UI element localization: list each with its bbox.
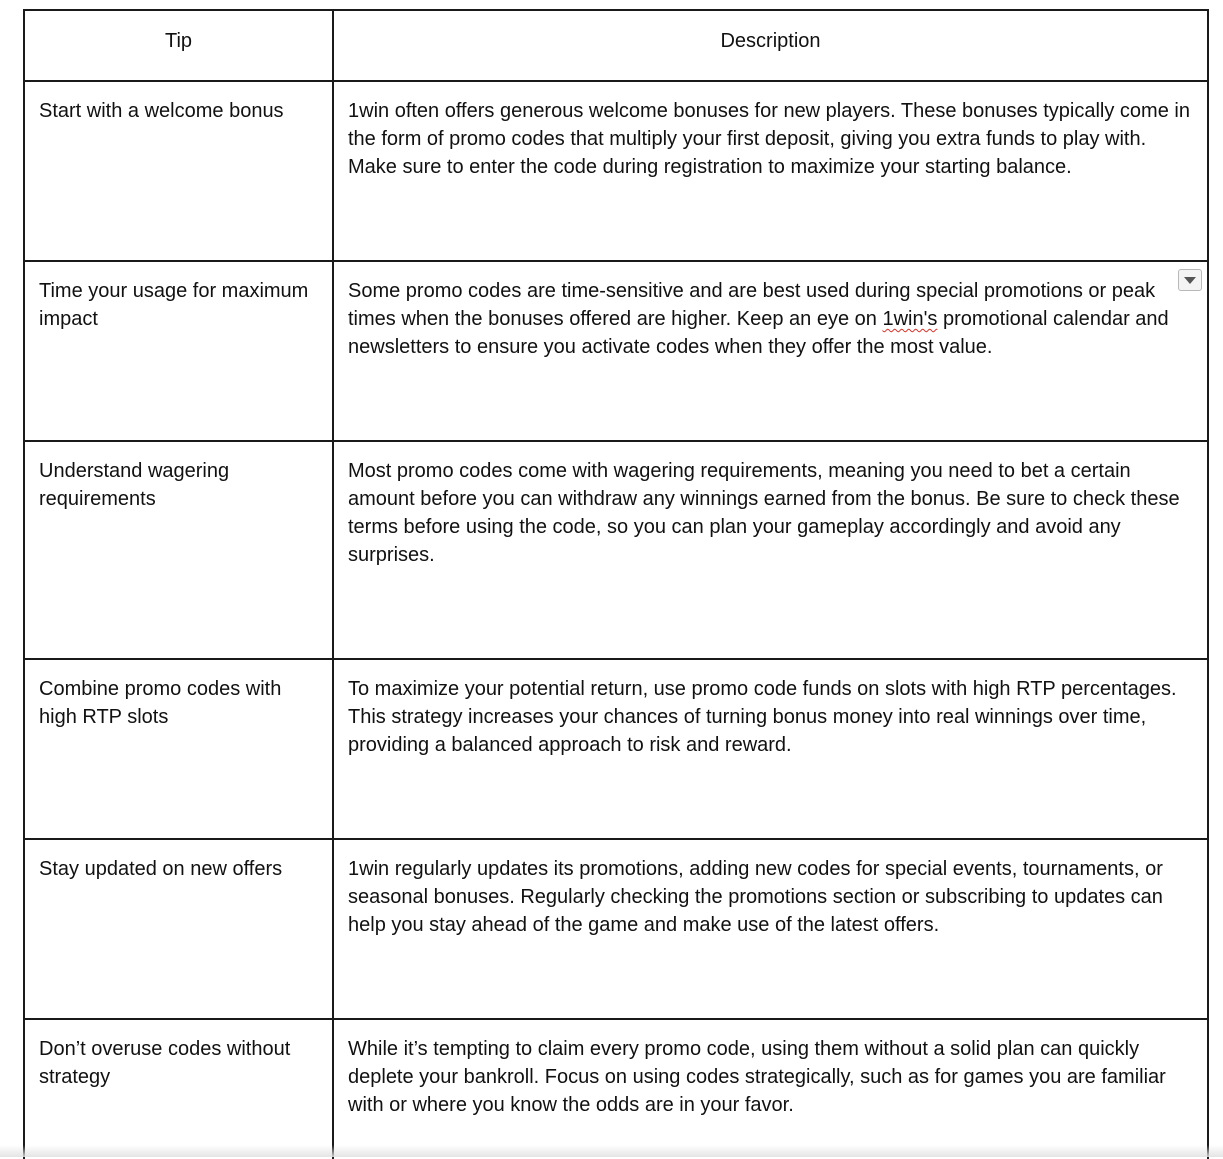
table-row <box>24 839 1208 1019</box>
description-cell[interactable] <box>333 261 1208 441</box>
table-row <box>24 261 1208 441</box>
description-cell[interactable]: While it’s tempting to claim every promo code, using them without a solid plan can quickly deplete your bankroll. Focus on using codes strategically, such as for games you are familiar with or where you know the odds are in your favor. <box>333 1019 1208 1159</box>
description-cell[interactable]: Most promo codes come with wagering requirements, meaning you need to bet a certain amount before you can withdraw any winnings earned from the bonus. Be sure to check these terms before using the code, so you can plan your gameplay accordingly and avoid any surprises. <box>333 441 1208 659</box>
tip-cell[interactable]: Start with a welcome bonus <box>24 81 333 261</box>
tips-table <box>23 9 1209 1159</box>
tip-cell[interactable]: Stay updated on new offers <box>24 839 333 1019</box>
table-row <box>24 659 1208 839</box>
tip-cell[interactable]: Time your usage for maximum impact <box>24 261 333 441</box>
tip-cell[interactable]: Understand wagering requirements <box>24 441 333 659</box>
header-description: Description <box>333 10 1208 81</box>
table-row <box>24 441 1208 659</box>
tip-cell[interactable]: Don’t overuse codes without strategy <box>24 1019 333 1159</box>
tip-cell[interactable]: Combine promo codes with high RTP slots <box>24 659 333 839</box>
description-cell[interactable]: To maximize your potential return, use promo code funds on slots with high RTP percentages. This strategy increases your chances of turning bonus money into real winnings over time, providing a balanced approach to risk and reward. <box>333 659 1208 839</box>
chevron-down-icon[interactable] <box>1178 269 1202 291</box>
table-header-row <box>24 10 1208 81</box>
header-tip: Tip <box>24 10 333 81</box>
description-cell[interactable]: 1win often offers generous welcome bonuses for new players. These bonuses typically come in the form of promo codes that multiply your first deposit, giving you extra funds to play with. Make sure to enter the code during registration to maximize your starting balance. <box>333 81 1208 261</box>
description-text: Some promo codes are time-sensitive and are best used during special promotions or peak times when the bonuses offered are higher. Keep an eye on <box>348 280 1156 330</box>
description-text: promotional calendar and newsletters to ensure you activate codes when they offer the most value. <box>348 308 1169 358</box>
description-cell[interactable]: 1win regularly updates its promotions, adding new codes for special events, tournaments, or seasonal bonuses. Regularly checking the promotions section or subscribing to updates can help you stay ahead of the game and make use of the latest offers. <box>333 839 1208 1019</box>
table-row <box>24 1019 1208 1159</box>
spellcheck-flagged-word[interactable]: 1win's <box>882 308 938 330</box>
table-row <box>24 81 1208 261</box>
